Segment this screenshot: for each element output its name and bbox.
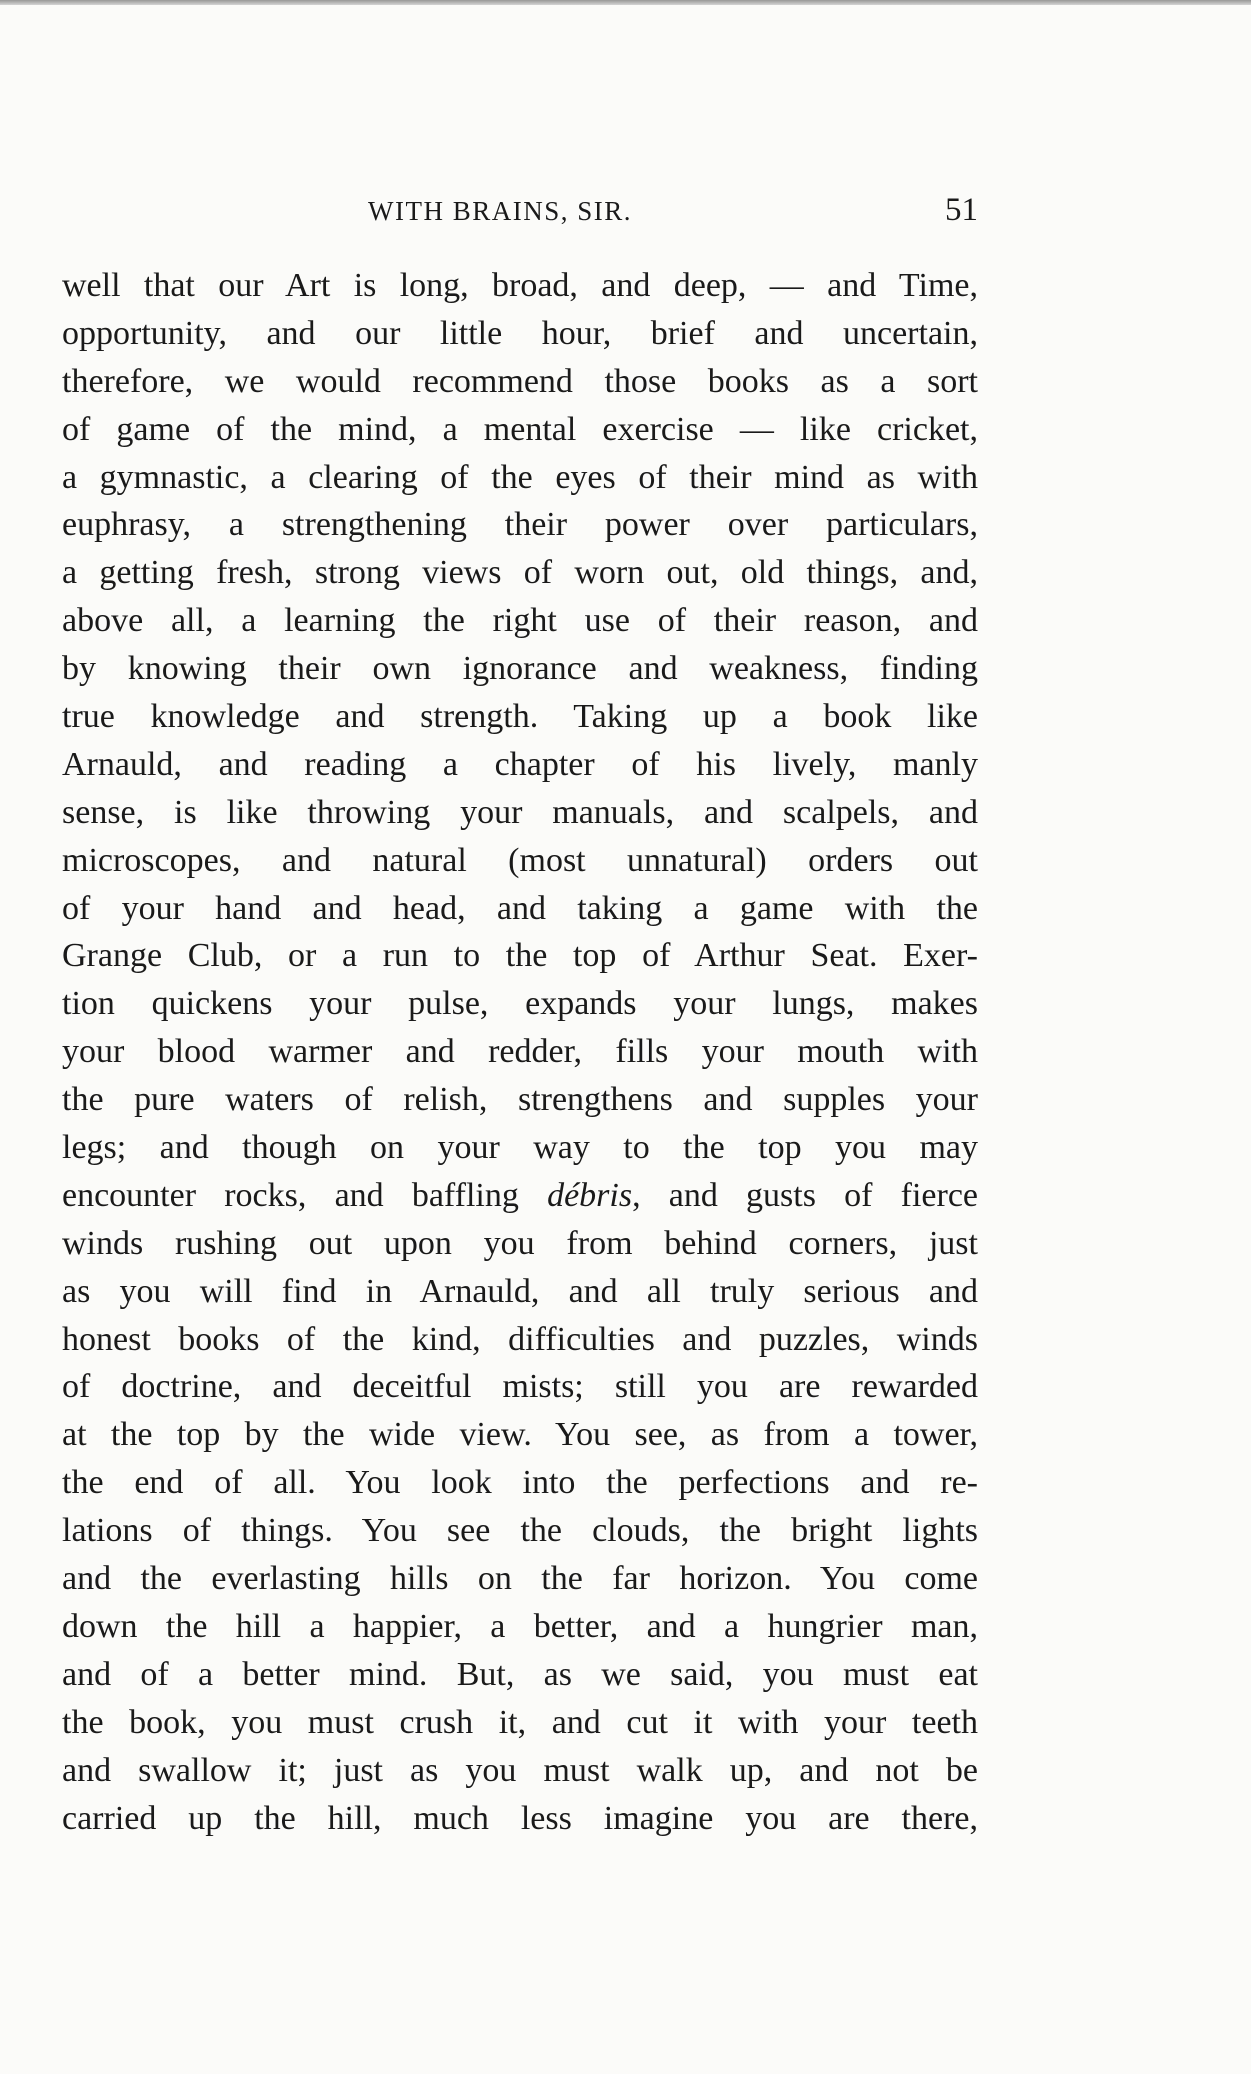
text-line: euphrasy, a strengthening their power over particulars, <box>62 506 978 544</box>
body-text <box>62 262 978 1842</box>
text-line: true knowledge and strength. Taking up a book like <box>62 698 978 736</box>
text-line: down the hill a happier, a better, and a hungrier man, <box>62 1607 978 1645</box>
text-line: a gymnastic, a clearing of the eyes of their mind as with <box>62 458 978 496</box>
text-line: a getting fresh, strong views of worn out, old things, and, <box>62 554 978 592</box>
text-line: carried up the hill, much less imagine you are there, <box>62 1799 978 1837</box>
text-line: lations of things. You see the clouds, the bright lights <box>62 1512 978 1550</box>
text-line: winds rushing out upon you from behind corners, just <box>62 1224 978 1262</box>
page-header <box>62 192 978 232</box>
text-segment: , and gusts of fierce <box>632 1176 979 1214</box>
text-line: at the top by the wide view. You see, as from a tower, <box>62 1416 978 1454</box>
text-line: and swallow it; just as you must walk up, and not be <box>62 1751 978 1789</box>
text-line-with-italic <box>62 1172 978 1220</box>
text-segment: encounter rocks, and baffling <box>62 1176 519 1214</box>
text-line: your blood warmer and redder, fills your mouth with <box>62 1033 978 1071</box>
text-line: honest books of the kind, difficulties and puzzles, winds <box>62 1320 978 1358</box>
text-line: the end of all. You look into the perfections and re- <box>62 1464 978 1502</box>
text-line: Arnauld, and reading a chapter of his lively, manly <box>62 745 978 783</box>
text-line: as you will find in Arnauld, and all truly serious and <box>62 1272 978 1310</box>
text-line: Grange Club, or a run to the top of Arthur Seat. Exer- <box>62 937 978 975</box>
text-line: and of a better mind. But, as we said, you must eat <box>62 1655 978 1693</box>
running-title: WITH BRAINS, SIR. <box>367 196 632 226</box>
text-line: the pure waters of relish, strengthens and supples your <box>62 1081 978 1119</box>
italic-word: débris <box>547 1176 633 1214</box>
text-line: by knowing their own ignorance and weakness, finding <box>62 650 978 688</box>
text-line: and the everlasting hills on the far horizon. You come <box>62 1560 978 1598</box>
text-line: the book, you must crush it, and cut it with your teeth <box>62 1703 978 1741</box>
text-line: therefore, we would recommend those books as a sort <box>62 362 978 400</box>
text-line: well that our Art is long, broad, and deep, — and Time, <box>62 267 978 304</box>
page-number: 51 <box>945 192 978 228</box>
text-line: opportunity, and our little hour, brief and uncertain, <box>62 314 978 352</box>
text-line: above all, a learning the right use of their reason, and <box>62 602 978 640</box>
text-line: of your hand and head, and taking a game with the <box>62 889 978 927</box>
text-line: legs; and though on your way to the top you may <box>62 1129 978 1167</box>
text-line: of game of the mind, a mental exercise — like cricket, <box>62 410 978 448</box>
text-line: sense, is like throwing your manuals, and scalpels, and <box>62 793 978 831</box>
text-line: tion quickens your pulse, expands your lungs, makes <box>62 985 978 1023</box>
text-line: microscopes, and natural (most unnatural) orders out <box>62 841 978 879</box>
scan-edge <box>0 0 1251 5</box>
text-line: of doctrine, and deceitful mists; still you are rewarded <box>62 1368 978 1406</box>
